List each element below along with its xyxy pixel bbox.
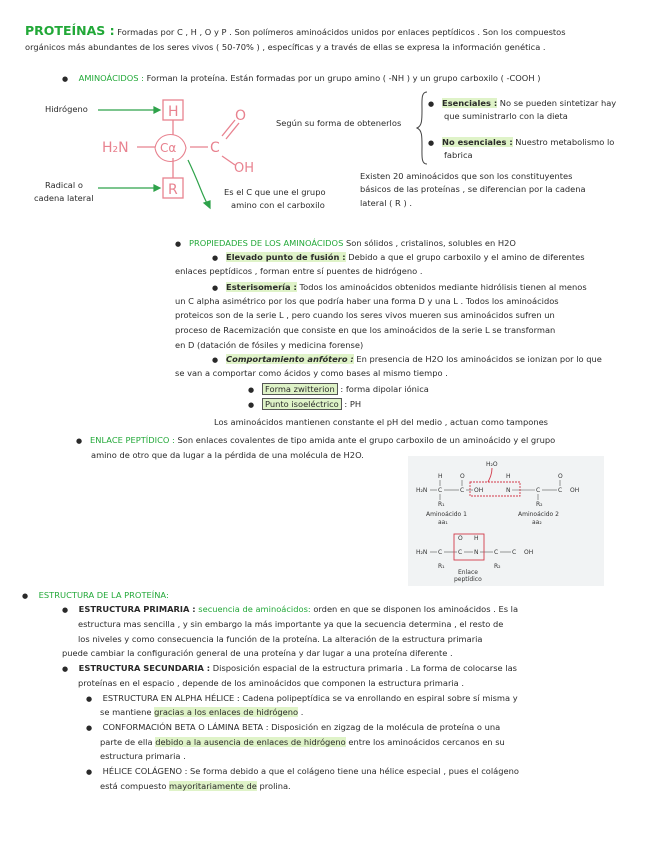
c-2: C: [460, 487, 465, 494]
propiedades-text: Son sólidos , cristalinos, solubles en H2O: [345, 238, 516, 248]
n-2: N: [474, 549, 479, 556]
bullet: ●: [62, 75, 69, 83]
secundaria-text-2: proteínas en el espacio , depende de los aminoácidos que componen la estructura primaria .: [78, 678, 465, 688]
beta-row-2: [100, 737, 505, 748]
alpha-highlight: gracias a los enlaces de hidrógeno: [154, 707, 299, 717]
colageno-text-2c: prolina.: [256, 781, 291, 791]
estereo-text-5: en D (datación de fósiles y medicina forense): [175, 340, 364, 350]
isoelectrico-row: ● Punto isoeléctrico : PH: [248, 399, 362, 409]
aa1-sub: aa₁: [438, 519, 448, 526]
hidrogeno-label: Hidrógeno: [45, 104, 88, 114]
c-1: C: [438, 487, 443, 494]
r1-label-2: R₁: [438, 563, 445, 570]
page-title: PROTEÍNAS :: [25, 23, 115, 38]
veinte-text-2: básicos de las proteínas , se diferencian por la cadena: [360, 184, 586, 194]
estereo-text-1: Todos los aminoácidos obtenidos mediante hidrólisis tienen al menos: [299, 282, 587, 292]
h-1: H: [438, 473, 443, 480]
colageno-text-2a: está compuesto: [100, 781, 170, 791]
propiedades-label: PROPIEDADES DE LOS AMINOÁCIDOS: [189, 238, 344, 248]
bond-label: Enlace: [458, 569, 478, 576]
fusion-row-1: ● Elevado punto de fusión : Debido a que el grupo carboxilo y el amino de diferentes: [212, 252, 585, 262]
calpha-note-2: amino con el carboxilo: [231, 200, 325, 210]
veinte-text-3: lateral ( R ) .: [360, 198, 412, 208]
aa2-label: Aminoácido 2: [518, 511, 559, 518]
esenciales-text-1: No se pueden sintetizar hay: [499, 98, 617, 108]
estereo-text-2: un C alpha asimétrico por los que podría haber una forma D y una L . Todos los aminoácidos: [175, 296, 559, 306]
beta-text-2a: parte de ella: [100, 737, 156, 747]
c-7: C: [494, 549, 499, 556]
esenciales-text-2: que suministrarlo con la dieta: [444, 111, 568, 121]
enlace-heading: ● ENLACE PEPTÍDICO : Son enlaces covalentes de tipo amida ante el grupo carboxilo de un aminoácido y el grupo: [76, 435, 556, 445]
aminoacidos-heading: [62, 73, 540, 85]
c-6: C: [458, 549, 463, 556]
primaria-row-1: ● ESTRUCTURA PRIMARIA : secuencia de aminoácidos: orden en que se disponen los aminoácidos . Es la: [62, 604, 519, 614]
estereo-text-3: proteicos son de la serie L , pero cuando los seres vivos mueren sus aminoácidos sufren un: [175, 310, 555, 320]
primaria-text-2: estructura mas sencilla , y sin embargo la más importante ya que la secuencia determina , el resto de: [78, 619, 504, 629]
r2-label: R₂: [536, 501, 543, 508]
fusion-label: Elevado punto de fusión :: [226, 252, 346, 262]
beta-text-3: estructura primaria .: [100, 751, 186, 761]
carbon-atom: C: [210, 140, 220, 156]
anfotero-row-1: ● Comportamiento anfótero : En presencia de H2O los aminoácidos se ionizan por lo que: [212, 354, 602, 364]
colageno-highlight: mayoritariamente de: [169, 781, 257, 791]
propiedades-heading: ● PROPIEDADES DE LOS AMINOÁCIDOS Son sólidos , cristalinos, solubles en H2O: [175, 238, 516, 248]
alpha-text-2c: .: [298, 707, 304, 717]
hydroxyl-group: OH: [234, 161, 255, 176]
anfotero-label: Comportamiento anfótero :: [226, 354, 354, 364]
zwitterion-label: Forma zwitterion: [262, 383, 338, 395]
oxygen-atom: O: [235, 108, 247, 124]
alpha-row-1: ● ESTRUCTURA EN ALPHA HÉLICE : Cadena polipeptídica se va enrollando en espiral sobre sí misma y: [86, 693, 518, 703]
r-atom: R: [168, 182, 178, 198]
veinte-text-1: Existen 20 aminoácidos que son los constituyentes: [360, 171, 573, 181]
oh-1: OH: [474, 487, 484, 494]
esenciales-label: Esenciales :: [442, 98, 498, 108]
n-1: N: [506, 487, 511, 494]
intro-line-1: [25, 25, 566, 38]
h-3: H: [474, 535, 479, 542]
intro-text-1: Formadas por C , H , O y P . Son polímeros aminoácidos unidos por enlaces peptídicos . Son los compuestos: [117, 27, 566, 37]
water-label: H₂O: [486, 461, 498, 468]
c-4: C: [558, 487, 563, 494]
tampones-text: Los aminoácidos mantienen constante el pH del medio , actuan como tampones: [214, 417, 548, 427]
beta-text-2c: entre los aminoácidos cercanos en su: [345, 737, 505, 747]
no-esenciales-label: No esenciales :: [442, 137, 513, 147]
h2n-2: H₂N: [416, 549, 428, 556]
bond-label-2: peptídico: [454, 576, 482, 583]
isoelectrico-label: Punto isoeléctrico: [262, 398, 342, 410]
r2-label-2: R₂: [494, 563, 501, 570]
estereo-text-4: proceso de Racemización que consiste en que los aminoácidos de la serie L se transforman: [175, 325, 556, 335]
primaria-text-1: orden en que se disponen los aminoácidos . Es la: [313, 604, 519, 614]
aminoacidos-label: AMINOÁCIDOS :: [78, 73, 144, 83]
aminoacidos-text: Forman la proteína. Están formadas por un grupo amino ( -NH ) y un grupo carboxilo ( -COOH ): [146, 73, 541, 83]
primaria-text-4: puede cambiar la configuración general de una proteína y dar lugar a una proteína diferente .: [62, 648, 453, 658]
anfotero-text-2: se van a comportar como ácidos y como bases al mismo tiempo .: [175, 368, 448, 378]
enlace-text-2: amino de otro que da lugar a la pérdida de una molécula de H2O.: [91, 450, 364, 460]
o-1: O: [460, 473, 465, 480]
secundaria-text-1: Disposición espacial de la estructura primaria . La forma de colocarse las: [212, 663, 517, 673]
enlace-label: ENLACE PEPTÍDICO :: [90, 435, 175, 445]
colageno-text-1: HÉLICE COLÁGENO : Se forma debido a que el colágeno tiene una hélice especial , pues el colágeno: [102, 766, 519, 776]
peptide-bond-figure: [408, 456, 604, 586]
estereo-row-1: ● Esterisomería : Todos los aminoácidos obtenidos mediante hidrólisis tienen al menos: [212, 282, 587, 292]
h-atom: H: [168, 104, 179, 120]
intro-text-2: orgánicos más abundantes de los seres vivos ( 50-70% ) , específicas y a través de ellas se expresa la información genética .: [25, 42, 546, 52]
aa1-label: Aminoácido 1: [426, 511, 467, 518]
alpha-row-2: [100, 707, 303, 718]
colageno-row-2: [100, 781, 291, 792]
primaria-green: secuencia de aminoácidos:: [198, 604, 311, 614]
alpha-text-2a: se mantiene: [100, 707, 155, 717]
estructura-heading: ● ESTRUCTURA DE LA PROTEÍNA:: [22, 590, 169, 600]
r1-label: R₁: [438, 501, 445, 508]
beta-row-1: ● CONFORMACIÓN BETA O LÁMINA BETA : Disposición en zigzag de la molécula de proteína o una: [86, 722, 501, 732]
secundaria-row-1: ● ESTRUCTURA SECUNDARIA : Disposición espacial de la estructura primaria . La forma de colocarse las: [62, 663, 517, 673]
calpha-atom: Cα: [160, 141, 177, 155]
beta-text-1: CONFORMACIÓN BETA O LÁMINA BETA : Disposición en zigzag de la molécula de proteína o una: [102, 722, 501, 732]
radical-label-2: cadena lateral: [34, 193, 94, 203]
zwitterion-text: : forma dipolar iónica: [340, 384, 429, 394]
aa2-sub: aa₂: [532, 519, 542, 526]
zwitterion-row: ● Forma zwitterion : forma dipolar iónica: [248, 384, 429, 394]
estructura-label: ESTRUCTURA DE LA PROTEÍNA:: [38, 590, 169, 600]
amine-group: H₂N: [102, 140, 129, 156]
oh-3: OH: [524, 549, 534, 556]
colageno-row-1: ● HÉLICE COLÁGENO : Se forma debido a que el colágeno tiene una hélice especial , pues el colágeno: [86, 766, 519, 776]
c-5: C: [438, 549, 443, 556]
calpha-note-1: Es el C que une el grupo: [224, 187, 326, 197]
c-8: C: [512, 549, 517, 556]
isoelectrico-text: : PH: [344, 399, 362, 409]
no-esenciales-row-1: ● No esenciales : Nuestro metabolismo lo: [428, 137, 615, 147]
alpha-text-1: ESTRUCTURA EN ALPHA HÉLICE : Cadena polipeptídica se va enrollando en espiral sobre sí misma y: [102, 693, 518, 703]
anfotero-text-1: En presencia de H2O los aminoácidos se ionizan por lo que: [356, 354, 602, 364]
no-esenciales-text-2: fabrica: [444, 150, 473, 160]
primaria-label: ESTRUCTURA PRIMARIA :: [78, 604, 196, 614]
no-esenciales-text-1: Nuestro metabolismo lo: [515, 137, 615, 147]
primaria-text-3: los niveles y como consecuencia la función de la proteína. La alteración de la estructura primaria: [78, 634, 483, 644]
fusion-text-1: Debido a que el grupo carboxilo y el amino de diferentes: [348, 252, 585, 262]
c-3: C: [536, 487, 541, 494]
oh-2: OH: [570, 487, 580, 494]
esenciales-row-1: ● Esenciales : No se pueden sintetizar hay: [428, 98, 617, 108]
fusion-text-2: enlaces peptídicos , forman entre sí puentes de hidrógeno .: [175, 266, 423, 276]
h-2: H: [506, 473, 511, 480]
o-2: O: [558, 473, 563, 480]
enlace-text-1: Son enlaces covalentes de tipo amida ante el grupo carboxilo de un aminoácido y el grupo: [177, 435, 556, 445]
h2n-1: H₂N: [416, 487, 428, 494]
o-3: O: [458, 535, 463, 542]
estereo-label: Esterisomería :: [226, 282, 297, 292]
secundaria-label: ESTRUCTURA SECUNDARIA :: [78, 663, 211, 673]
radical-label-1: Radical o: [45, 180, 83, 190]
obtencion-label: Según su forma de obtenerlos: [276, 118, 402, 128]
beta-highlight: debido a la ausencia de enlaces de hidrógeno: [155, 737, 346, 747]
